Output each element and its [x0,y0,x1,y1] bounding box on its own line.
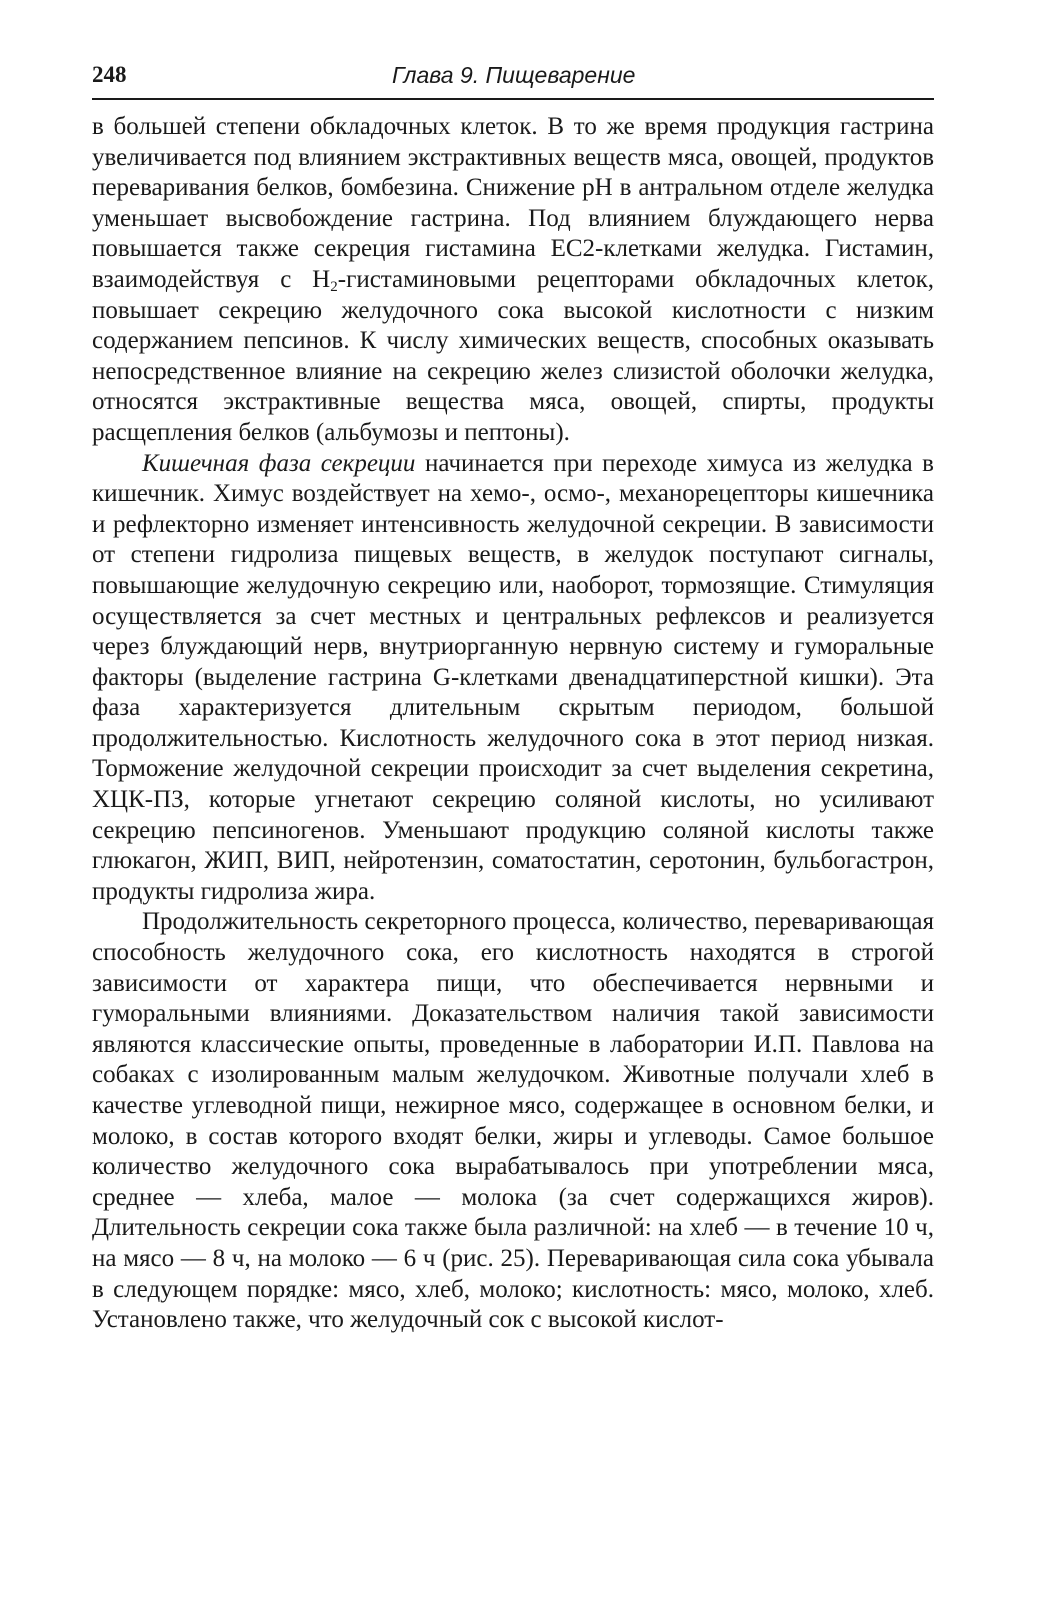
paragraph-1-part-a: в большей степени обкладочных клеток. В то же время продукция гастрина увеличивается под влиянием экстрактивных веществ мяса, овощей, продуктов переваривания белков, бомбезина. Снижение рН в антральном отделе желудка уменьшает высвобождение гастрина. Под влиянием блуждающего нерва повышается также секреция гистамина ЕС2-клетками желудка. Гистамин, взаимодействуя с H [92,113,934,293]
running-header [92,58,934,100]
paragraph-1 [92,112,934,449]
term-intestinal-phase: Кишечная фаза секреции [142,449,416,477]
paragraph-1-part-b: -гистаминовыми рецепторами обкладочных клеток, повышает секрецию желудочного сока высокой кислотности с низким содержанием пепсинов. К числу химических веществ, способных оказывать непосредственное влияние на секрецию желез слизистой оболочки желудка, относятся экстрактивные вещества мяса, овощей, спирты, продукты расщепления белков (альбумозы и пептоны). [92,265,935,446]
chapter-title: Глава 9. Пищеварение [392,62,636,88]
body-text [92,112,934,1336]
paragraph-2-text: начинается при переходе химуса из желудка в кишечник. Химус воздействует на хемо-, осмо-, механорецепторы кишечника и рефлекторно изменяет интенсивность желудочной секреции. В зависимости от степени гидролиза пищевых веществ, в желудок поступают сигналы, повышающие желудочную секрецию или, наоборот, тормозящие. Стимуляция осуществляется за счет местных и центральных рефлексов и реализуется через блуждающий нерв, внутриорганную нервную систему и гуморальные факторы (выделение гастрина G-клетками двенадцатиперстной кишки). Эта фаза характеризуется длительным скрытым периодом, большой продолжительностью. Кислотность желудочного сока в этот период низкая. Торможение желудочной секреции происходит за счет выделения секретина, ХЦК-ПЗ, которые угнетают секрецию соляной кислоты, но усиливают секрецию пепсиногенов. Уменьшают продукцию соляной кислоты также глюкагон, ЖИП, ВИП, нейротензин, соматостатин, серотонин, бульбогастрон, продукты гидролиза жира. [92,449,934,905]
book-page [92,58,934,1336]
subscript-2: 2 [330,278,338,295]
page-number: 248 [92,62,127,87]
paragraph-2 [92,449,934,908]
paragraph-3: Продолжительность секреторного процесса, количество, переваривающая способность желудочного сока, его кислотность находятся в строгой зависимости от характера пищи, что обеспечивается нервными и гуморальными влияниями. Доказательством наличия такой зависимости являются классические опыты, проведенные в лаборатории И.П. Павлова на собаках с изолированным малым желудочком. Животные получали хлеб в качестве углеводной пищи, нежирное мясо, содержащее в основном белки, и молоко, в состав которого входят белки, жиры и углеводы. Самое большое количество желудочного сока вырабатывалось при употреблении мяса, среднее — хлеба, малое — молока (за счет содержащихся жиров). Длительность секреции сока также была различной: на хлеб — в течение 10 ч, на мясо — 8 ч, на молоко — 6 ч (рис. 25). Переваривающая сила сока убывала в следующем порядке: мясо, хлеб, молоко; кислотность: мясо, молоко, хлеб. Установлено также, что желудочный сок с высокой кислот- [92,908,934,1334]
